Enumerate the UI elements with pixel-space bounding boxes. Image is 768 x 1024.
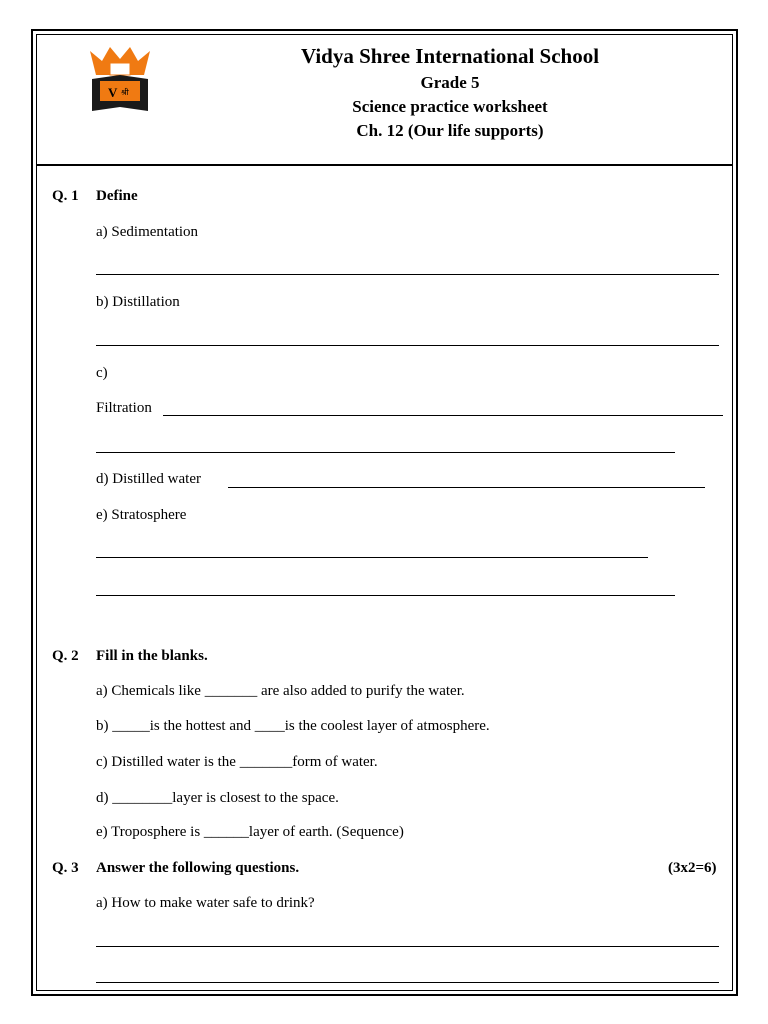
logo-letter: V — [108, 85, 118, 100]
q2-number: Q. 2 — [52, 648, 79, 664]
answer-line — [96, 557, 648, 558]
q2-item-a: a) Chemicals like _______ are also added to purify the water. — [96, 683, 465, 699]
q1-item-d: d) Distilled water — [96, 471, 201, 487]
answer-line — [96, 452, 675, 453]
answer-line — [96, 274, 719, 275]
q1-number: Q. 1 — [52, 188, 79, 204]
q3-item-a: a) How to make water safe to drink? — [96, 895, 315, 911]
answer-line — [228, 487, 705, 488]
answer-line — [96, 946, 719, 947]
answer-line — [96, 345, 719, 346]
worksheet-title: Science practice worksheet — [352, 97, 548, 116]
q1-item-e: e) Stratosphere — [96, 507, 187, 523]
grade-label: Grade 5 — [420, 73, 480, 92]
school-logo — [88, 45, 152, 115]
answer-line — [163, 415, 723, 416]
q2-title: Fill in the blanks. — [96, 648, 208, 664]
q2-item-d: d) ________layer is closest to the space. — [96, 790, 339, 806]
q3-title: Answer the following questions. — [96, 860, 300, 876]
chapter-label: Ch. 12 (Our life supports) — [356, 121, 544, 140]
answer-line — [96, 595, 675, 596]
q3-marks: (3x2=6) — [668, 860, 717, 876]
q1-item-b: b) Distillation — [96, 294, 180, 310]
header-divider — [37, 164, 732, 166]
answer-line — [96, 982, 719, 983]
q3-number: Q. 3 — [52, 860, 79, 876]
q1-item-a: a) Sedimentation — [96, 224, 199, 240]
q1-item-c-term: Filtration — [96, 400, 152, 416]
q2-item-e: e) Troposphere is ______layer of earth. (Sequence) — [96, 824, 404, 840]
q1-item-c: c) — [96, 365, 108, 381]
q2-item-c: c) Distilled water is the _______form of water. — [96, 754, 378, 770]
q2-item-b: b) _____is the hottest and ____is the coolest layer of atmosphere. — [96, 718, 490, 734]
q1-title: Define — [96, 188, 138, 204]
school-name: Vidya Shree International School — [300, 44, 600, 68]
logo-script: श्री — [121, 88, 129, 97]
